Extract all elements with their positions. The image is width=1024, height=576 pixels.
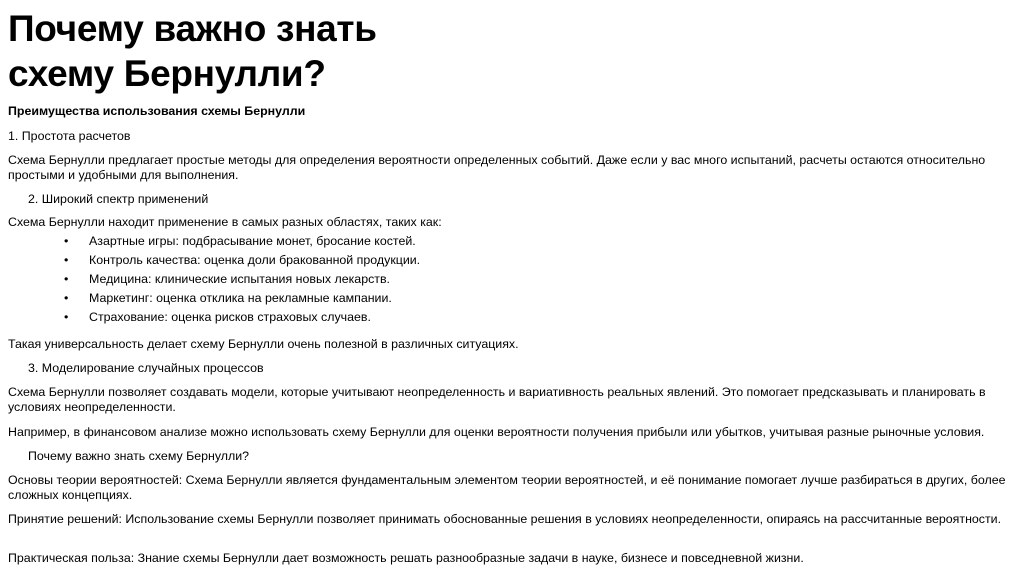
point-1-heading: 1. Простота расчетов <box>8 129 131 143</box>
title-line-1: Почему важно знать <box>8 8 377 49</box>
list-item-text: Медицина: клинические испытания новых лекарств. <box>89 272 390 286</box>
decisions-text: Принятие решений: Использование схемы Бернулли позволяет принимать обоснованные решения в условиях неопределенности, опираясь на рассчитанные вероятности. <box>8 512 1002 526</box>
bullet-icon: • <box>64 291 69 305</box>
slide-title <box>8 6 377 96</box>
point-3-text: Схема Бернулли позволяет создавать модели, которые учитывают неопределенность и вариативность реальных явлений. Это помогает предсказывать и планировать в условиях неопределенности. <box>8 385 986 414</box>
point-1-text: Схема Бернулли предлагает простые методы для определения вероятности определенных событий. Даже если у вас много испытаний, расчеты остаются относительно простыми и удобными для выполнения. <box>8 153 986 182</box>
bullet-icon: • <box>64 310 69 324</box>
example-text: Например, в финансовом анализе можно использовать схему Бернулли для оценки вероятности получения прибыли или убытков, учитывая разные рыночные условия. <box>8 425 985 439</box>
point-2-conclusion: Такая универсальность делает схему Бернулли очень полезной в различных ситуациях. <box>8 337 519 351</box>
list-item-text: Контроль качества: оценка доли бракованной продукции. <box>89 253 421 267</box>
bullet-icon: • <box>64 272 69 286</box>
bullet-icon: • <box>64 253 69 267</box>
why-heading: Почему важно знать схему Бернулли? <box>28 449 250 463</box>
list-item-text: Азартные игры: подбрасывание монет, бросание костей. <box>89 234 416 248</box>
point-2-intro: Схема Бернулли находит применение в самых разных областях, таких как: <box>8 215 442 229</box>
subtitle: Преимущества использования схемы Бернулли <box>8 104 306 118</box>
title-line-2: схему Бернулли? <box>8 53 326 94</box>
list-item-text: Страхование: оценка рисков страховых случаев. <box>89 310 371 324</box>
bullet-icon: • <box>64 234 69 248</box>
basics-text: Основы теории вероятностей: Схема Бернулли является фундаментальным элементом теории вероятностей, и её понимание помогает лучше разбираться в других, более сложных концепциях. <box>8 473 1006 502</box>
list-item-text: Маркетинг: оценка отклика на рекламные кампании. <box>89 291 392 305</box>
practical-text: Практическая польза: Знание схемы Бернулли дает возможность решать разнообразные задачи в науке, бизнесе и повседневной жизни. <box>8 551 804 565</box>
point-2-heading: 2. Широкий спектр применений <box>28 192 209 206</box>
point-3-heading: 3. Моделирование случайных процессов <box>28 361 264 375</box>
